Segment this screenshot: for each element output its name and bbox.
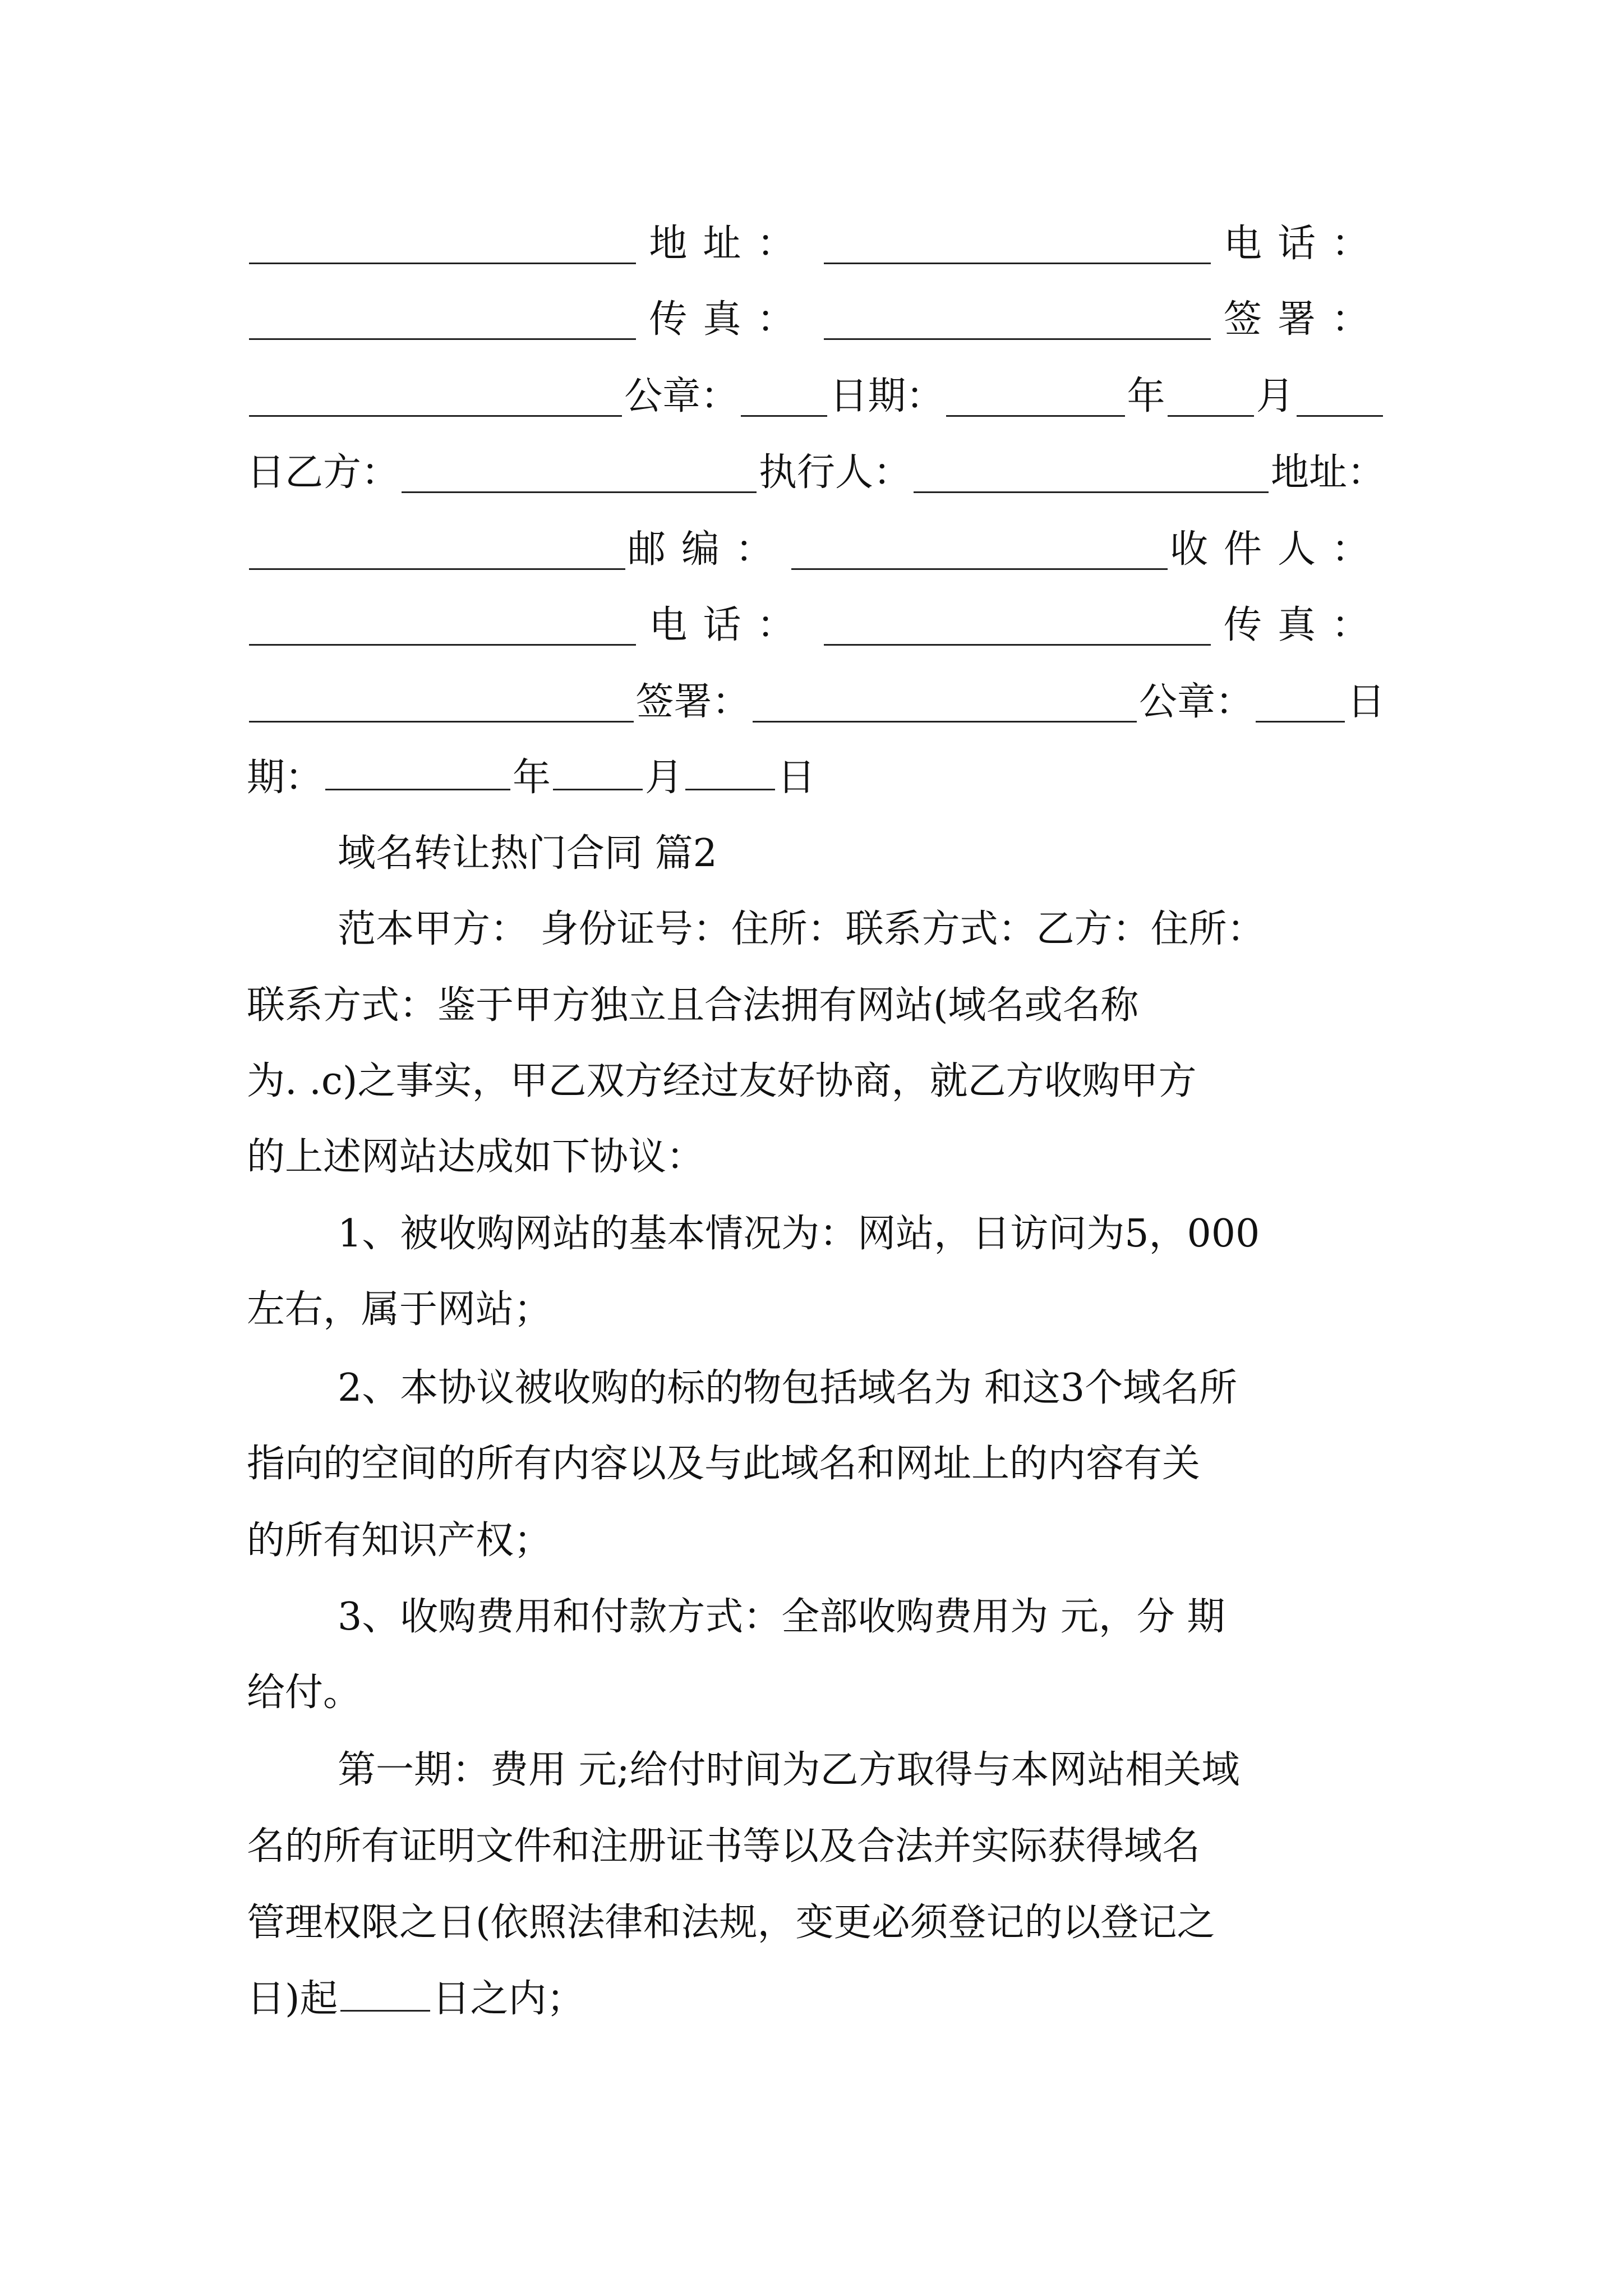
label-phone: 电话：	[1223, 222, 1385, 266]
blank-field	[249, 606, 636, 646]
label-executor: 执行人：	[758, 450, 911, 495]
paragraph-line: 的上述网站达成如下协议：	[247, 1135, 705, 1179]
form-line-7	[247, 663, 1385, 742]
blank-field	[325, 751, 510, 790]
label-postcode: 邮编：	[627, 527, 789, 572]
clause-line: 1、被收购网站的基本情况为：网站，日访问为5，000	[338, 1212, 1260, 1256]
label-date: 日期：	[829, 374, 944, 418]
blank-field	[824, 300, 1211, 340]
blank-field	[1297, 377, 1383, 417]
label-fax: 传真：	[649, 297, 811, 342]
form-line-6	[247, 586, 1385, 665]
label-signature: 签署：	[1223, 297, 1385, 342]
form-line-1	[247, 205, 1385, 283]
clause-line: 第一期：费用 元;给付时间为乙方取得与本网站相关域	[338, 1748, 1240, 1792]
blank-field	[249, 300, 636, 340]
label-year: 年	[513, 756, 551, 800]
clause-line: 给付。	[247, 1671, 362, 1715]
clause-line: 2、本协议被收购的标的物包括域名为 和这3个域名所	[338, 1366, 1238, 1410]
clause-line: 3、收购费用和付款方式：全部收购费用为 元，分 期	[338, 1595, 1225, 1639]
blank-field	[753, 683, 1137, 723]
label-year: 年	[1127, 374, 1165, 418]
label-fax: 传真：	[1223, 603, 1385, 647]
label-seal: 公章：	[624, 374, 739, 418]
blank-field	[340, 1972, 430, 2012]
blank-field	[249, 377, 622, 417]
label-phone: 电话：	[649, 603, 811, 647]
blank-field	[553, 751, 643, 790]
label-date-tail: 期：	[247, 756, 324, 800]
label-seal: 公章：	[1139, 680, 1254, 724]
blank-field	[824, 606, 1211, 646]
clause-line: 的所有知识产权；	[247, 1519, 552, 1563]
label-recipient: 收件人：	[1169, 527, 1385, 572]
blank-field	[402, 453, 757, 493]
label-day-party-b: 日乙方：	[247, 450, 400, 495]
blank-field	[791, 530, 1168, 570]
label-month: 月	[1256, 374, 1294, 418]
label-day: 日	[777, 756, 816, 800]
clause-text: 日之内；	[432, 1977, 585, 2021]
clause-line: 左右，属于网站；	[247, 1287, 552, 1332]
blank-field	[1168, 377, 1254, 417]
clause-line: 指向的空间的所有内容以及与此域名和网址上的内容有关	[247, 1442, 1201, 1486]
label-address: 地址：	[1270, 450, 1385, 495]
blank-field	[249, 530, 625, 570]
clause-line: 管理权限之日(依照法律和法规，变更必须登记的以登记之	[247, 1901, 1215, 1945]
form-line-8	[247, 739, 1385, 817]
form-line-5	[247, 510, 1385, 589]
paragraph-line: 为. .c)之事实，甲乙双方经过友好协商，就乙方收购甲方	[247, 1059, 1197, 1103]
blank-field	[914, 453, 1269, 493]
label-signature: 签署：	[635, 680, 750, 724]
clause-line: 名的所有证明文件和注册证书等以及合法并实际获得域名	[247, 1824, 1201, 1869]
blank-field	[249, 683, 634, 723]
blank-field	[249, 224, 636, 264]
form-line-2	[247, 280, 1385, 359]
label-day: 日	[1347, 680, 1385, 724]
clause-line	[247, 1960, 1385, 2039]
label-address: 地址：	[649, 222, 811, 266]
section-heading: 域名转让热门合同 篇2	[338, 831, 717, 876]
blank-field	[946, 377, 1124, 417]
paragraph-line: 联系方式：鉴于甲方独立且合法拥有网站(域名或名称	[247, 983, 1139, 1028]
paragraph-line: 范本甲方： 身份证号：住所：联系方式：乙方：住所：	[338, 907, 1265, 951]
form-line-4	[247, 434, 1385, 512]
clause-text: 日)起	[247, 1977, 338, 2021]
blank-field	[1256, 683, 1345, 723]
label-month: 月	[645, 756, 684, 800]
blank-field	[824, 224, 1211, 264]
blank-field	[741, 377, 827, 417]
form-line-3	[247, 357, 1385, 436]
blank-field	[685, 751, 775, 790]
